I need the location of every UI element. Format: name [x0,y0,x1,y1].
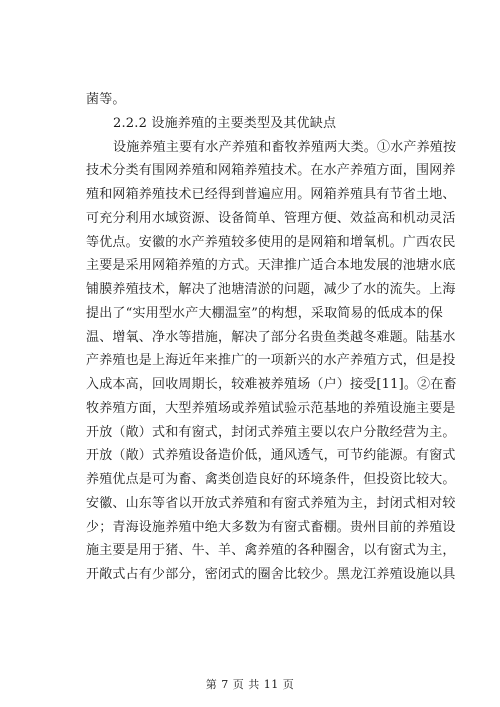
text-line: 开敞式占有少部分，密闭式的圈舍比较少。黑龙江养殖设施以具 [86,567,456,582]
text-line: 开放（敞）式和有窗式，封闭式养殖主要以农户分散经营为主。 [86,424,456,440]
text-line: 主要是采用网箱养殖的方式。天津推广适合本地发展的池塘水底 [86,258,456,274]
text-line: 提出了“实用型水产大棚温室”的构想，采取简易的低成本的保 [86,305,443,321]
text-line: 殖和网箱养殖技术已经得到普遍应用。网箱养殖具有节省土地、 [86,187,456,202]
body-text [86,88,457,587]
text-line: 施主要是用于猪、牛、羊、禽养殖的各种圈舍，以有窗式为主， [86,543,456,559]
text-line: 产养殖也是上海近年来推广的一项新兴的水产养殖方式，但是投 [86,353,456,369]
text-line: 可充分利用水域资源、设备简单、管理方便、效益高和机动灵活 [86,210,456,226]
text-line: 菌等。 [86,92,126,107]
text-line: 铺膜养殖技术，解决了池塘清淤的问题，减少了水的流失。上海 [86,282,456,297]
text-line: 等优点。安徽的水产养殖较多使用的是网箱和增氧机。广西农民 [86,234,456,250]
page-footer: 第 7 页 共 11 页 [205,678,295,691]
text-line: 温、增氧、净水等措施，解决了部分名贵鱼类越冬难题。陆基水 [86,329,456,345]
text-line: 入成本高，回收周期长，较难被养殖场（户）接受[11]。②在畜 [86,377,457,392]
text-line: 开放（敞）式养殖设备造价低，通风透气，可节约能源。有窗式 [86,448,456,464]
section-heading: 2.2.2 设施养殖的主要类型及其优缺点 [113,115,337,131]
paragraph-first-line: 设施养殖主要有水产养殖和畜牧养殖两大类。①水产养殖按 [113,139,457,155]
text-line: 安徽、山东等省以开放式养殖和有窗式养殖为主，封闭式相对较 [86,495,456,511]
text-line: 养殖优点是可为畜、禽类创造良好的环境条件，但投资比较大。 [86,472,456,487]
text-line: 技术分类有围网养殖和网箱养殖技术。在水产养殖方面，围网养 [86,163,456,179]
text-line: 牧养殖方面，大型养殖场或养殖试验示范基地的养殖设施主要是 [86,400,456,416]
text-line: 少；青海设施养殖中绝大多数为有窗式畜棚。贵州目前的养殖设 [86,519,456,535]
